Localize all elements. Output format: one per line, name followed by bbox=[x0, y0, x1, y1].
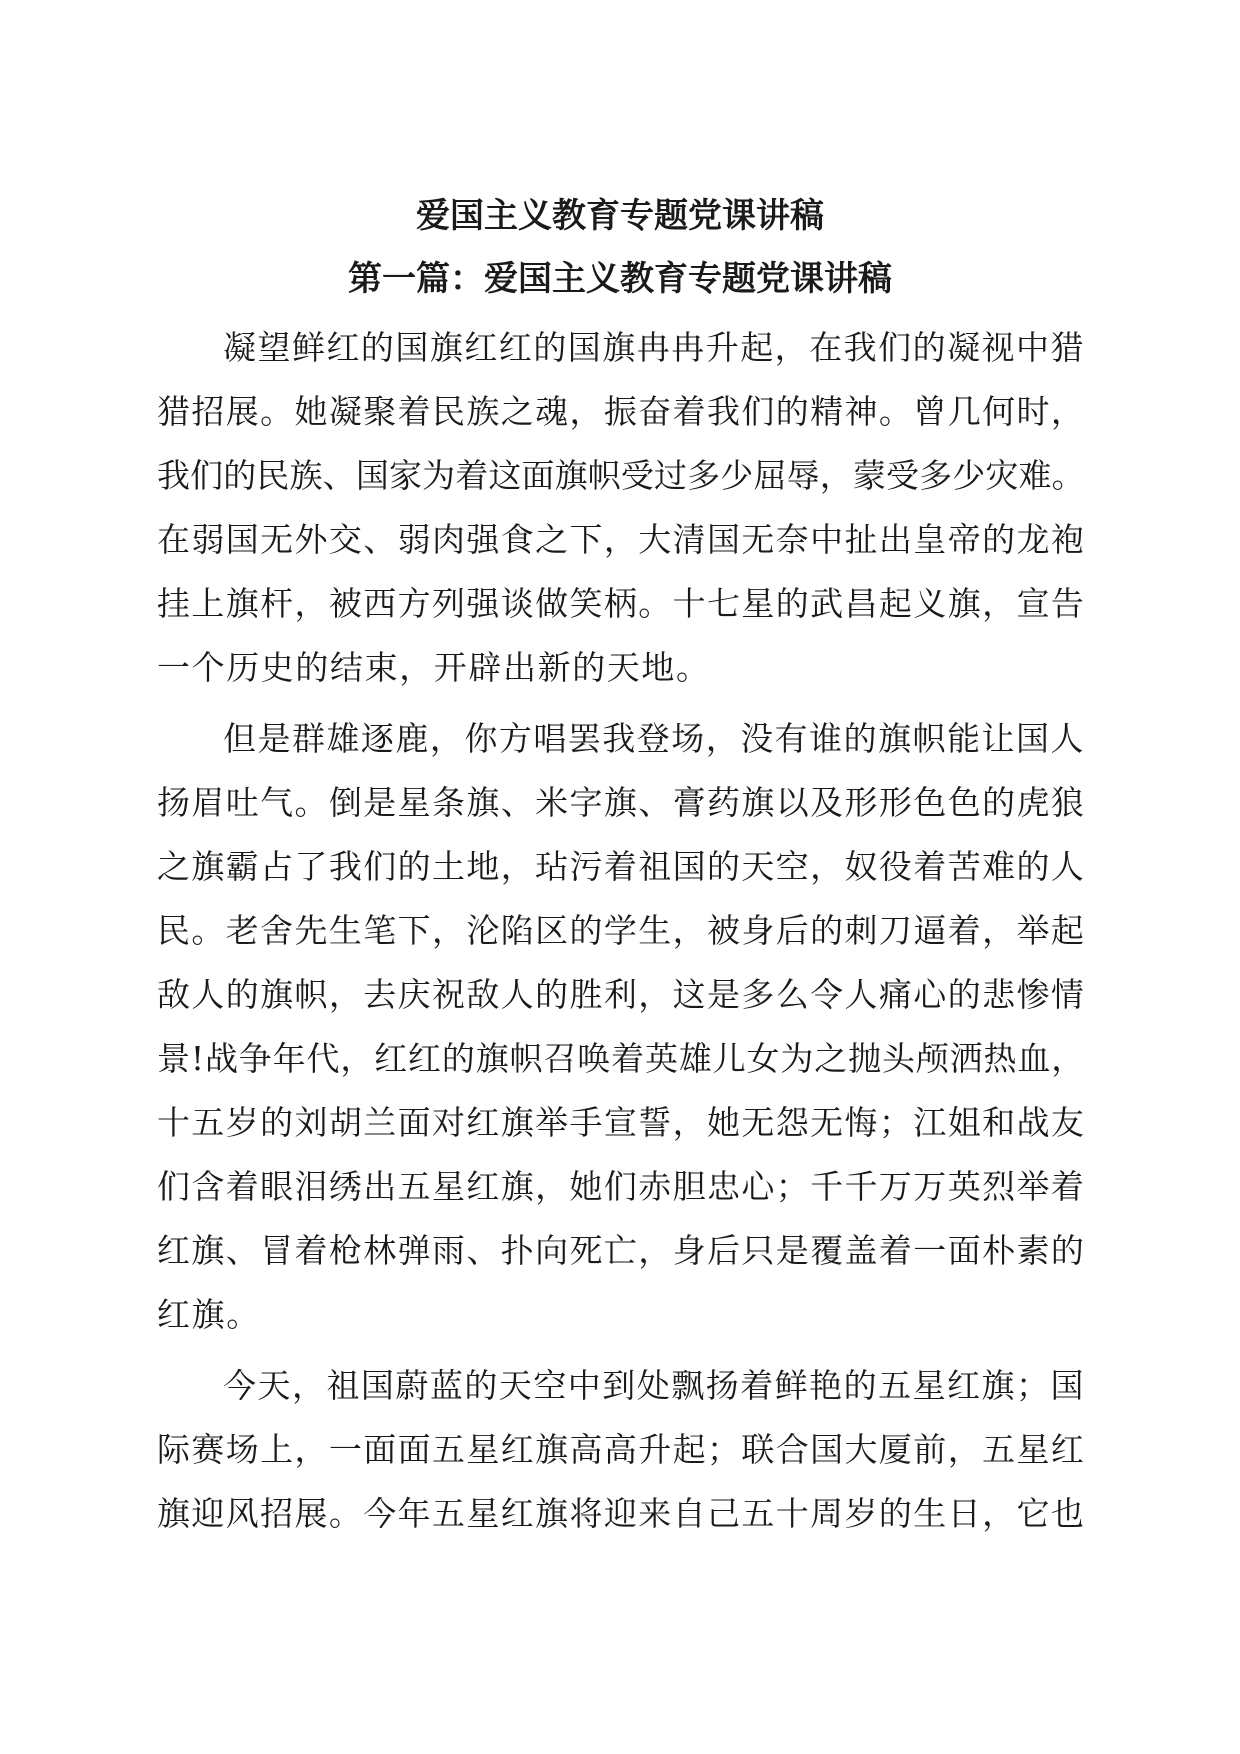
paragraph-line: 猎招展。她凝聚着民族之魂，振奋着我们的精神。曾几何时， bbox=[157, 392, 1086, 431]
paragraph-line: 扬眉吐气。倒是星条旗、米字旗、膏药旗以及形形色色的虎狼 bbox=[157, 783, 1086, 822]
paragraph-line: 红旗。 bbox=[157, 1295, 261, 1334]
document-subtitle: 第一篇：爱国主义教育专题党课讲稿 bbox=[348, 259, 892, 299]
paragraph-line: 敌人的旗帜，去庆祝敌人的胜利，这是多么令人痛心的悲惨情 bbox=[157, 975, 1086, 1014]
paragraph-line: 旗迎风招展。今年五星红旗将迎来自己五十周岁的生日，它也 bbox=[157, 1494, 1086, 1533]
paragraph-line: 凝望鲜红的国旗红红的国旗冉冉升起，在我们的凝视中猎 bbox=[223, 328, 1085, 367]
paragraph-line: 一个历史的结束，开辟出新的天地。 bbox=[157, 648, 711, 687]
paragraph-line: 但是群雄逐鹿，你方唱罢我登场，没有谁的旗帜能让国人 bbox=[223, 719, 1085, 758]
paragraph-line: 们含着眼泪绣出五星红旗，她们赤胆忠心；千千万万英烈举着 bbox=[157, 1167, 1086, 1206]
paragraph-line: 景!战争年代，红红的旗帜召唤着英雄儿女为之抛头颅洒热血， bbox=[157, 1039, 1086, 1078]
paragraph-line: 际赛场上，一面面五星红旗高高升起；联合国大厦前，五星红 bbox=[157, 1430, 1086, 1469]
paragraph-line: 红旗、冒着枪林弹雨、扑向死亡，身后只是覆盖着一面朴素的 bbox=[157, 1231, 1086, 1270]
paragraph-line: 十五岁的刘胡兰面对红旗举手宣誓，她无怨无悔；江姐和战友 bbox=[157, 1103, 1086, 1142]
paragraph-line: 我们的民族、国家为着这面旗帜受过多少屈辱，蒙受多少灾难。 bbox=[157, 456, 1085, 495]
paragraph-line: 挂上旗杆，被西方列强谈做笑柄。十七星的武昌起义旗，宣告 bbox=[157, 584, 1086, 623]
paragraph-line: 之旗霸占了我们的土地，玷污着祖国的天空，奴役着苦难的人 bbox=[157, 847, 1086, 886]
document-title: 爱国主义教育专题党课讲稿 bbox=[416, 196, 824, 236]
paragraph-line: 今天，祖国蔚蓝的天空中到处飘扬着鲜艳的五星红旗；国 bbox=[223, 1366, 1085, 1405]
paragraph-line: 在弱国无外交、弱肉强食之下，大清国无奈中扯出皇帝的龙袍 bbox=[157, 520, 1086, 559]
paragraph-line: 民。老舍先生笔下，沦陷区的学生，被身后的刺刀逼着，举起 bbox=[157, 911, 1086, 950]
